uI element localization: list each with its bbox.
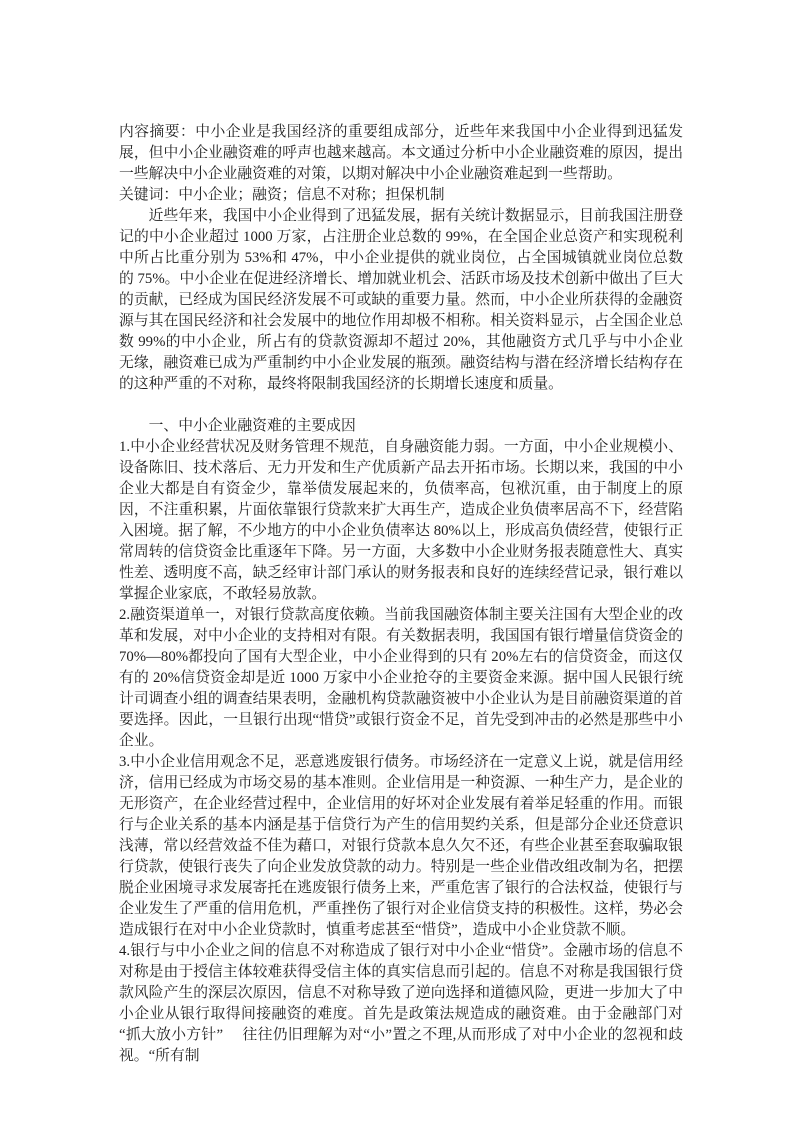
document-text-block: [119, 122, 683, 1067]
cause-paragraph-3: 3.中小企业信用观念不足，恶意逃废银行债务。市场经济在一定意义上说，就是信用经济，信用已经成为市场交易的基本准则。企业信用是一种资源、一种生产力，是企业的无形资产，在企业经营过程中，企业信用的好坏对企业发展有着举足轻重的作用。而银行与企业关系的基本内涵是基于信贷行为产生的信用契约关系，但是部分企业还贷意识浅薄，常以经营效益不佳为藉口，对银行贷款本息久欠不还，有些企业甚至套取骗取银行贷款，使银行丧失了向企业发放贷款的动力。特别是一些企业借改组改制为名，把摆脱企业困境寻求发展寄托在逃废银行债务上来，严重危害了银行的合法权益，使银行与企业发生了严重的信用危机，严重挫伤了银行对企业信贷支持的积极性。这样，势必会造成银行在对中小企业贷款时，慎重考虑甚至“惜贷”，造成中小企业贷款不顺。: [119, 754, 683, 938]
section-heading-causes: 一、中小企业融资难的主要成因: [148, 418, 356, 434]
intro-paragraph: 近些年来，我国中小企业得到了迅猛发展，据有关统计数据显示，目前我国注册登记的中小企业超过 1000 万家，占注册企业总数的 99%，在全国企业总资产和实现税利中所占比重分别为 53%和 47%，中小企业提供的就业岗位，占全国城镇就业岗位总数的 75%。中小企业在促进经济增长、增加就业机会、活跃市场及技术创新中做出了巨大的贡献，已经成为国民经济发展不可或缺的重要力量。然而，中小企业所获得的金融资源与其在国民经济和社会发展中的地位作用却极不相称。相关资料显示，占全国企业总数 99%的中小企业，所占有的贷款资源却不超过 20%，其他融资方式几乎与中小企业无缘，融资难已成为严重制约中小企业发展的瓶颈。融资结构与潜在经济增长结构存在的这种严重的不对称，最终将限制我国经济的长期增长速度和质量。: [119, 208, 683, 392]
keywords-line: 关键词：中小企业；融资；信息不对称；担保机制: [119, 187, 445, 203]
cause-paragraph-4: 4.银行与中小企业之间的信息不对称造成了银行对中小企业“惜贷”。金融市场的信息不对称是由于授信主体较难获得受信主体的真实信息而引起的。信息不对称是我国银行贷款风险产生的深层次原因，信息不对称导致了逆向选择和道德风险，更进一步加大了中小企业从银行取得间接融资的难度。首先是政策法规造成的融资难。由于金融部门对“抓大放小方针” 往往仍旧理解为对“小”置之不理,从而形成了对中小企业的忽视和歧视。“所有制: [119, 943, 683, 1064]
abstract-paragraph: 内容摘要：中小企业是我国经济的重要组成部分，近些年来我国中小企业得到迅猛发展，但中小企业融资难的呼声也越来越高。本文通过分析中小企业融资难的原因，提出一些解决中小企业融资难的对策，以期对解决中小企业融资难起到一些帮助。: [119, 124, 683, 182]
cause-paragraph-1: 1.中小企业经营状况及财务管理不规范，自身融资能力弱。一方面，中小企业规模小、设备陈旧、技术落后、无力开发和生产优质新产品去开拓市场。长期以来，我国的中小企业大都是自有资金少，靠举债发展起来的，负债率高，包袱沉重，由于制度上的原因，不注重积累，片面依靠银行贷款来扩大再生产，造成企业负债率居高不下，经营陷入困境。据了解，不少地方的中小企业负债率达 80%以上，形成高负债经营，使银行正常周转的信贷资金比重逐年下降。另一方面，大多数中小企业财务报表随意性大、真实性差、透明度不高，缺乏经审计部门承认的财务报表和良好的连续经营记录，银行难以掌握企业家底，不敢轻易放款。: [119, 439, 683, 602]
cause-paragraph-2: 2.融资渠道单一，对银行贷款高度依赖。当前我国融资体制主要关注国有大型企业的改革和发展，对中小企业的支持相对有限。有关数据表明，我国国有银行增量信贷资金的70%—80%都投向了国有大型企业，中小企业得到的只有 20%左右的信贷资金，而这仅有的 20%信贷资金却是近 1000 万家中小企业抢夺的主要资金来源。据中国人民银行统计司调查小组的调查结果表明，金融机构贷款融资被中小企业认为是目前融资渠道的首要选择。因此，一旦银行出现“惜贷”或银行资金不足，首先受到冲击的必然是那些中小企业。: [119, 607, 683, 749]
